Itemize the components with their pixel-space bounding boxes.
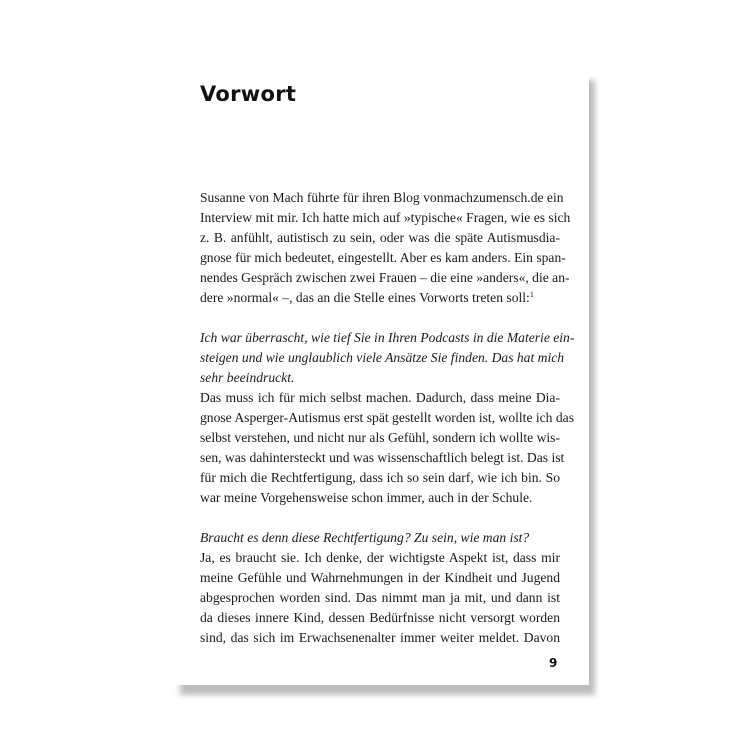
answer-paragraph: [200, 548, 560, 648]
text-line: gnose Asperger-Autismus erst spät gestellt worden ist, wollte ich das: [200, 410, 575, 425]
chapter-title: Vorwort: [200, 82, 297, 106]
text-line: meine Gefühle und Wahrnehmungen in der Kindheit und Jugend: [200, 570, 560, 585]
text-line: sen, was dahintersteckt und was wissenschaftlich belegt ist. Das ist: [200, 450, 565, 465]
book-page: [174, 74, 589, 685]
text-line-content: dere »normal« –, das an die Stelle eines Vorworts treten soll:: [200, 290, 530, 305]
footnote-marker: 1: [529, 290, 534, 299]
text-line: z. B. anfühlt, autistisch zu sein, oder was die späte Autismusdia-: [200, 230, 560, 245]
page-number: 9: [549, 656, 558, 670]
text-line: Braucht es denn diese Rechtfertigung? Zu sein, wie man ist?: [200, 530, 530, 545]
text-line: [200, 288, 560, 308]
text-line: Interview mit mir. Ich hatte mich auf »typische« Fragen, wie es sich: [200, 210, 571, 225]
text-line: Ich war überrascht, wie tief Sie in Ihren Podcasts in die Materie ein-: [200, 330, 575, 345]
intro-paragraph: [200, 188, 571, 308]
text-line: Ja, es braucht sie. Ich denke, der wichtigste Aspekt ist, dass mir: [200, 550, 560, 565]
text-line: abgesprochen worden sind. Das nimmt man ja mit, und dann ist: [200, 590, 560, 605]
text-line: für mich die Rechtfertigung, dass ich so sein darf, wie ich bin. So: [200, 470, 560, 485]
text-line: sind, das sich im Erwachsenenalter immer weiter meldet. Davon: [200, 630, 560, 645]
text-line: gnose für mich bedeutet, eingestellt. Aber es kam anders. Ein span-: [200, 250, 566, 265]
question-paragraph: [200, 528, 560, 548]
text-line: steigen und wie unglaublich viele Ansätze Sie finden. Das hat mich: [200, 350, 565, 365]
text-line: selbst verstehen, und nicht nur als Gefühl, sondern ich wollte wis-: [200, 430, 560, 445]
text-line: Susanne von Mach führte für ihren Blog vonmachzumensch.de ein: [200, 190, 564, 205]
text-line: sehr beeindruckt.: [200, 370, 295, 385]
answer-paragraph: [200, 388, 575, 508]
text-line: nendes Gespräch zwischen zwei Frauen – die eine »anders«, die an-: [200, 270, 570, 285]
paragraph-gap: [200, 308, 560, 328]
page-body: [200, 188, 575, 648]
question-paragraph: [200, 328, 575, 388]
paragraph-gap: [200, 508, 560, 528]
text-line: da dieses innere Kind, dessen Bedürfnisse nicht versorgt worden: [200, 610, 560, 625]
text-line: Das muss ich für mich selbst machen. Dadurch, dass meine Dia-: [200, 390, 560, 405]
text-line: war meine Vorgehensweise schon immer, auch in der Schule.: [200, 490, 533, 505]
